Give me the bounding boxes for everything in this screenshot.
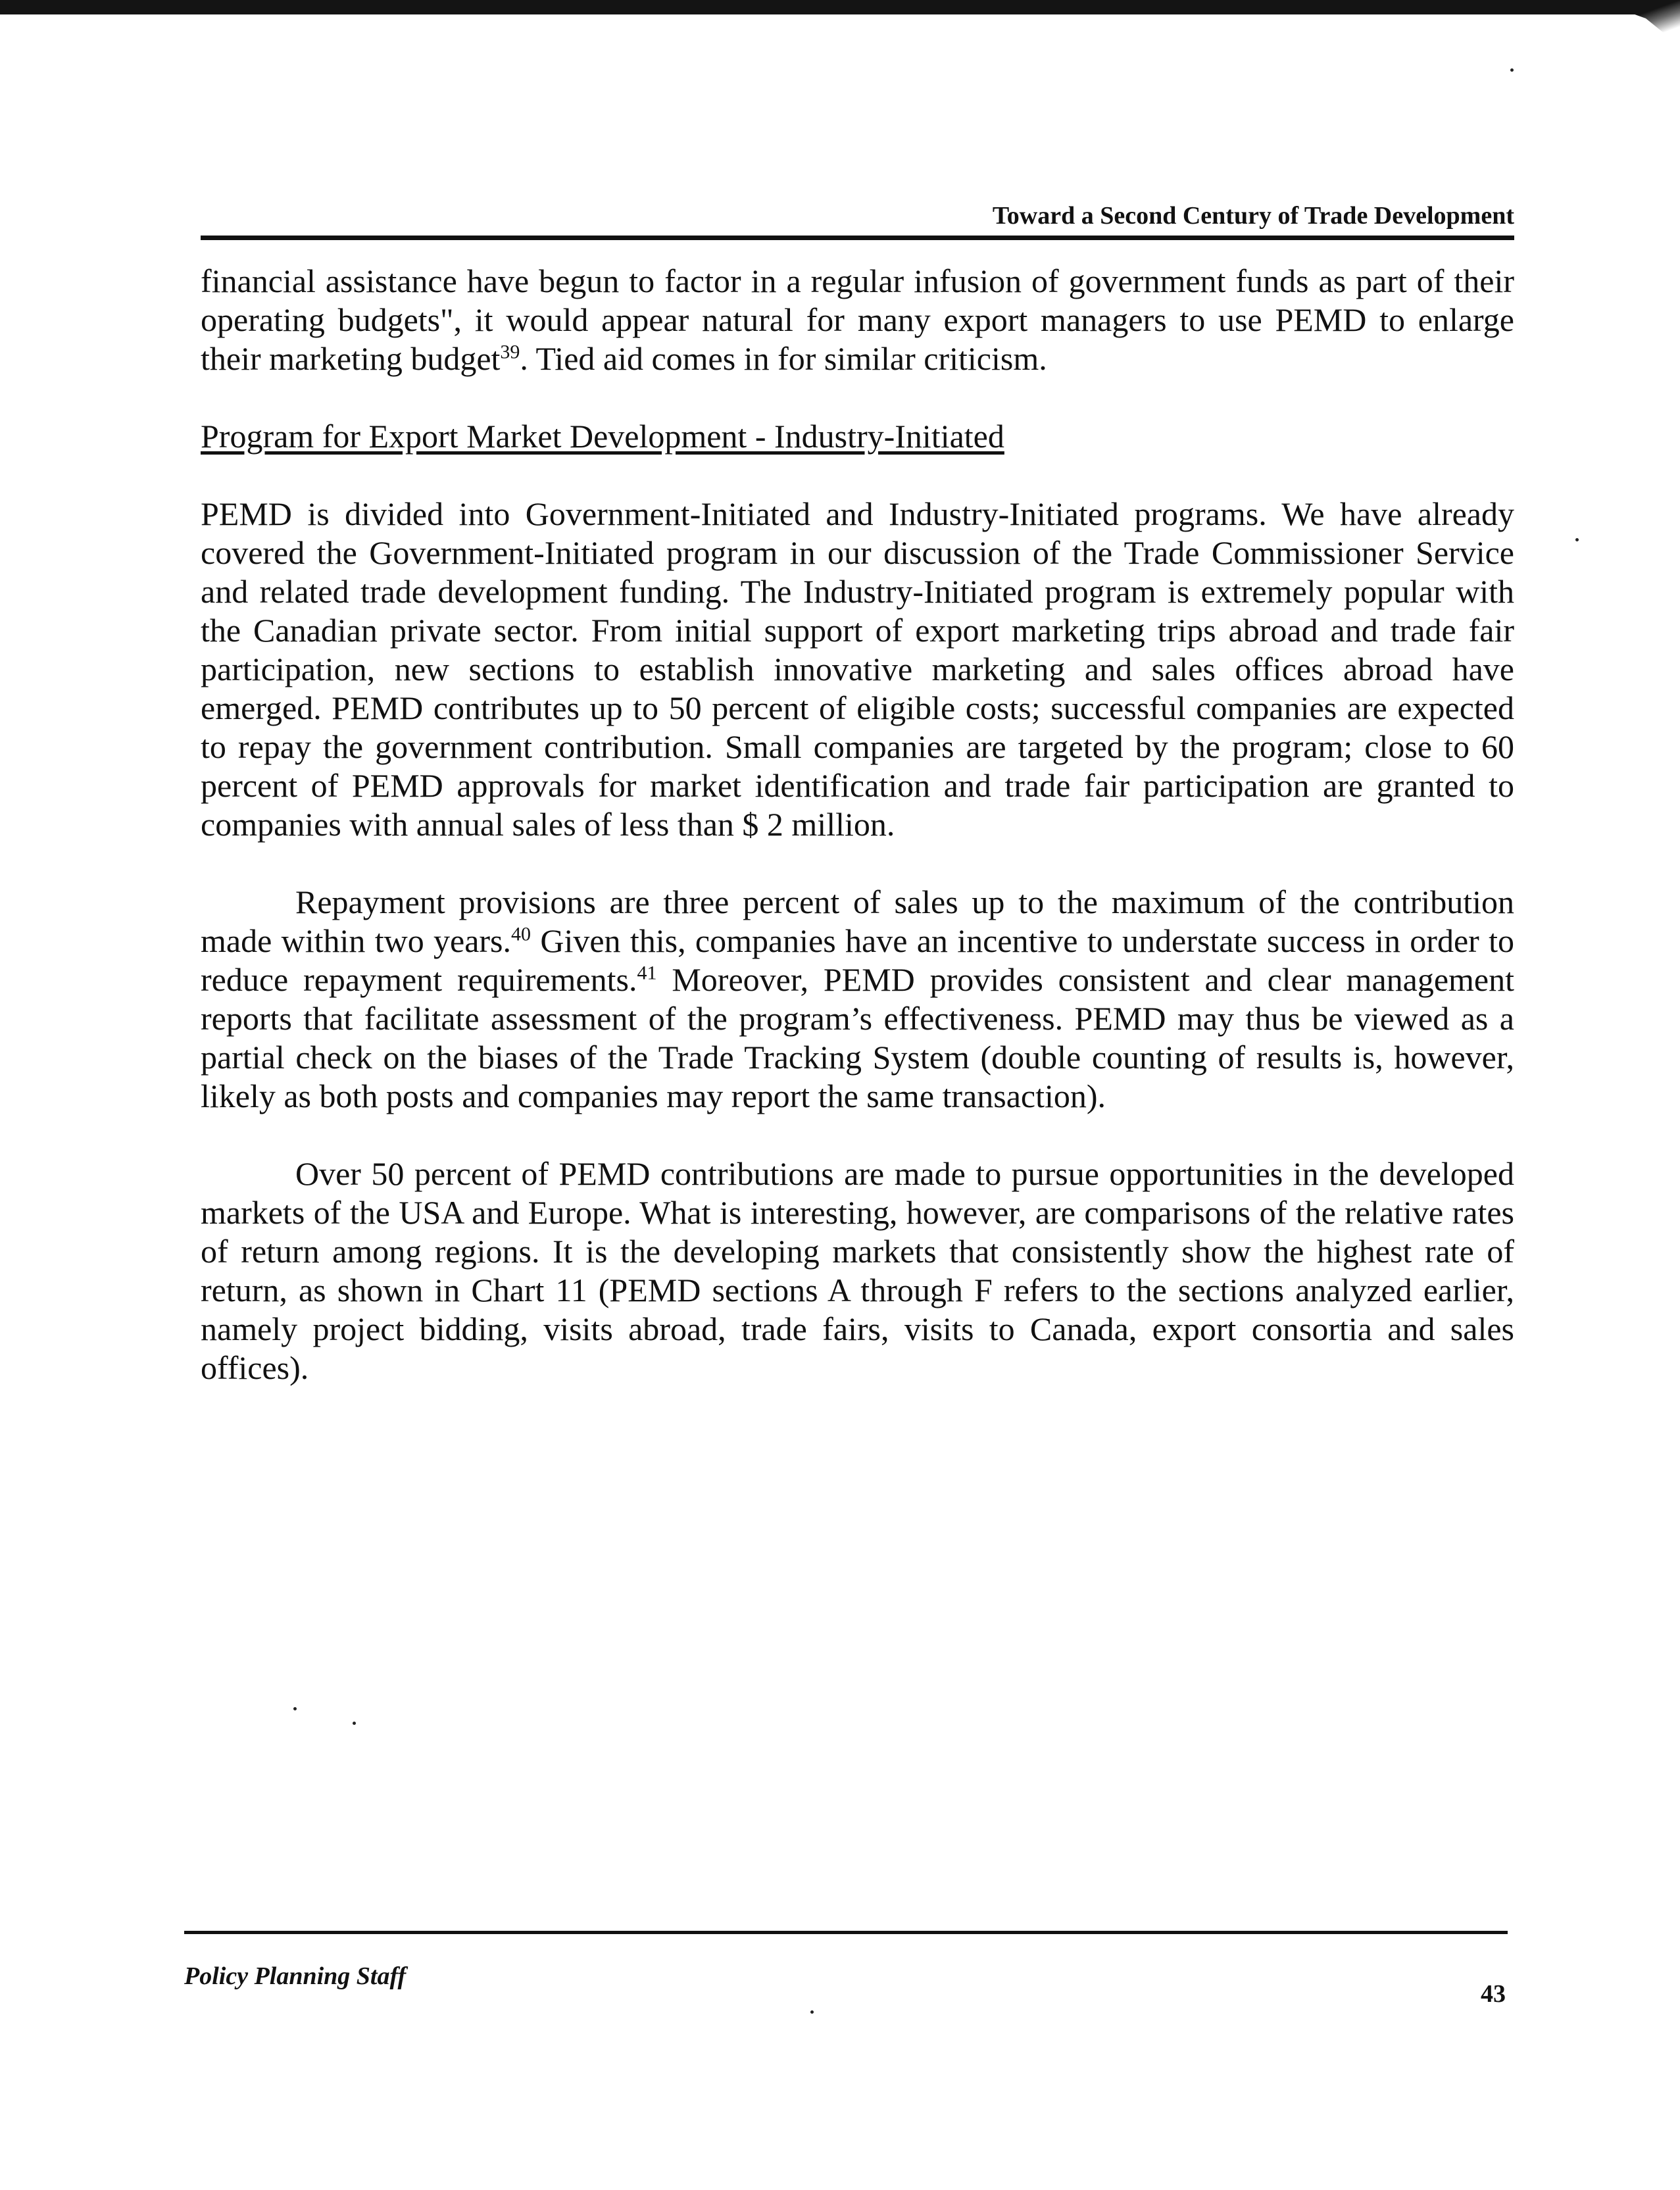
scan-speck	[1575, 538, 1579, 541]
scan-speck	[353, 1722, 356, 1725]
footer-rule	[184, 1931, 1508, 1934]
section-heading-wrap	[201, 417, 1514, 456]
scan-speck	[293, 1707, 297, 1710]
paragraph-4: Over 50 percent of PEMD contributions are made to pursue opportunities in the developed markets of the USA and Europe. What is interesting, however, are comparisons of the relative rates of return among regions. It is the developing markets that consistently show the highest rate of return, as shown in Chart 11 (PEMD sections A through F refers to the sections analyzed earlier, namely project bidding, visits abroad, trade fairs, visits to Canada, export consortia and sales offices).	[201, 1155, 1514, 1386]
footnote-ref: 39	[500, 341, 520, 363]
footer-organization: Policy Planning Staff	[184, 1962, 407, 1990]
page-number: 43	[1481, 1980, 1506, 2008]
paragraph-3-text-c: Moreover, PEMD provides consistent and clear management reports that facilitate assessment of the program’s effectiveness. PEMD may thus be viewed as a partial check on the biases of the Trade Tracking System (double counting of results is, however, likely as both posts and companies may report the same transaction).	[201, 961, 1515, 1114]
scan-edge	[0, 0, 1680, 14]
footnote-ref: 41	[637, 962, 657, 984]
paragraph-2: PEMD is divided into Government-Initiated and Industry-Initiated programs. We have already covered the Government-Initiated program in our discussion of the Trade Commissioner Service and related trade development funding. The Industry-Initiated program is extremely popular with the Canadian private sector. From initial support of export marketing trips abroad and trade fair participation, new sections to establish innovative marketing and sales offices abroad have emerged. PEMD contributes up to 50 percent of eligible costs; successful companies are expected to repay the government contribution. Small companies are targeted by the program; close to 60 percent of PEMD approvals for market identification and trade fair participation are granted to companies with annual sales of less than $ 2 million.	[201, 495, 1514, 843]
paragraph-3-text-b: Given this, companies have an incentive to understate success in order to reduce repayment requirements.	[201, 922, 1514, 998]
paragraph-3-text-a: Repayment provisions are three percent of sales up to the maximum of the contribution made within two years.	[201, 883, 1514, 959]
paragraph-1-text: financial assistance have begun to factor in a regular infusion of government funds as part of their operating budgets", it would appear natural for many export managers to use PEMD to enlarge their marketing budget	[201, 262, 1514, 377]
header-rule	[201, 236, 1514, 240]
body-text	[201, 262, 1514, 1387]
paragraph-1-tail: . Tied aid comes in for similar criticism.	[520, 340, 1047, 377]
paragraph-3	[201, 883, 1514, 1116]
scan-speck	[810, 2010, 814, 2014]
section-heading: Program for Export Market Development - Industry-Initiated	[201, 418, 1004, 455]
paragraph-1	[201, 262, 1514, 378]
running-header: Toward a Second Century of Trade Development	[992, 202, 1514, 230]
footnote-ref: 40	[511, 923, 531, 945]
scan-speck	[1510, 68, 1514, 72]
